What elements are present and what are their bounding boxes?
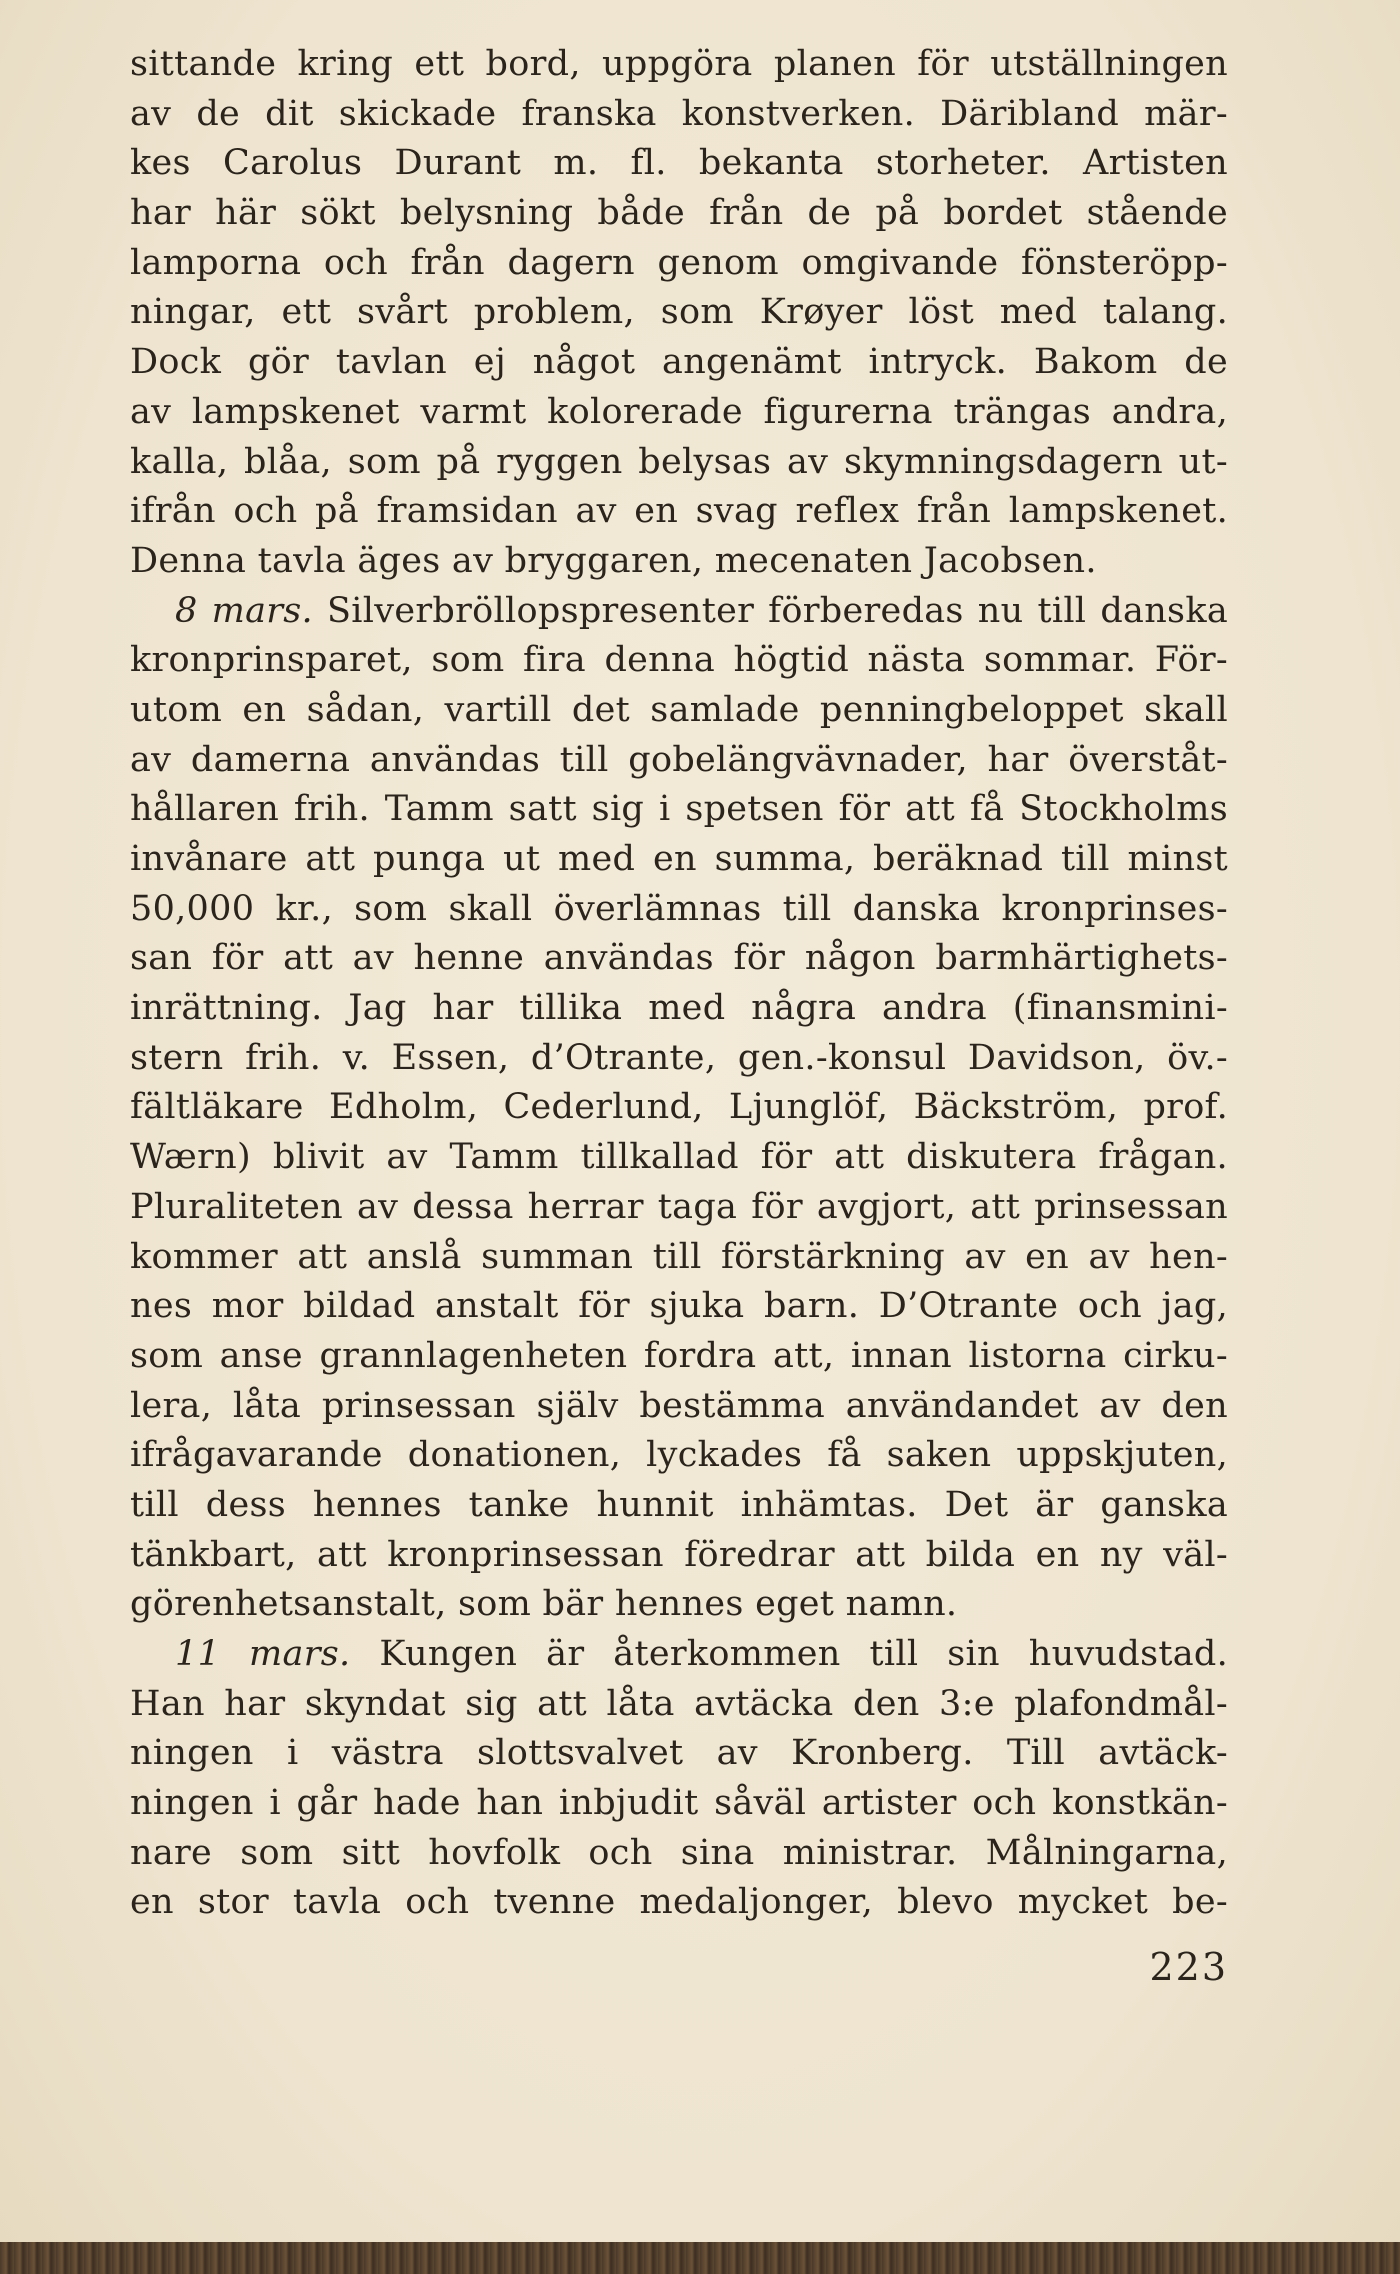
text-line (130, 736, 1228, 786)
text-line (130, 1183, 1228, 1233)
text-line (130, 1630, 1228, 1680)
text-line (130, 934, 1228, 984)
text-line (130, 487, 1228, 537)
text-line (130, 1680, 1228, 1730)
line-text: ifrån och på framsidan av en svag reflex från lampskenet. (130, 491, 1228, 532)
text-line (130, 785, 1228, 835)
line-text: ningen i går hade han inbjudit såväl artister och konstkän- (130, 1783, 1228, 1824)
line-text: 50,000 kr., som skall överlämnas till danska kronprinses- (130, 888, 1228, 929)
line-text: nes mor bildad anstalt för sjuka barn. D’Otrante och jag, (130, 1286, 1228, 1327)
page-number: 223 (1149, 1945, 1228, 1989)
line-text: ifrågavarande donationen, lyckades få saken uppskjuten, (130, 1435, 1228, 1476)
text-line (130, 984, 1228, 1034)
text-line (130, 1481, 1228, 1531)
line-text: har här sökt belysning både från de på bordet stående (130, 193, 1228, 234)
text-line (130, 835, 1228, 885)
line-text: Silverbröllopspresenter förberedas nu till danska (312, 590, 1228, 631)
text-line (130, 587, 1228, 637)
line-text: kronprinsparet, som fira denna högtid nästa sommar. För- (130, 640, 1228, 681)
line-text: Denna tavla äges av bryggaren, mecenaten Jacobsen. (130, 540, 1097, 581)
line-text: invånare att punga ut med en summa, beräknad till minst (130, 839, 1228, 879)
text-line (130, 189, 1228, 239)
line-text: kommer att anslå summan till förstärkning av en av hen- (130, 1236, 1228, 1277)
text-line (130, 1431, 1228, 1481)
line-text: av damerna användas till gobelängvävnader, har överståt- (130, 739, 1228, 780)
text-line (130, 1531, 1228, 1581)
line-text: till dess hennes tanke hunnit inhämtas. Det är ganska (130, 1484, 1228, 1525)
text-line (130, 388, 1228, 438)
line-text: kalla, blåa, som på ryggen belysas av skymningsdagern ut- (130, 441, 1228, 482)
line-text: san för att av henne användas för någon barmhärtighets- (130, 938, 1228, 979)
text-line (130, 40, 1228, 90)
text-line (130, 1332, 1228, 1382)
line-text: av de dit skickade franska konstverken. Däribland mär- (130, 93, 1228, 134)
line-text: ningar, ett svårt problem, som Krøyer löst med talang. (130, 292, 1228, 333)
text-line (130, 438, 1228, 488)
line-text: nare som sitt hovfolk och sina ministrar. Målningarna, (130, 1832, 1228, 1873)
entry-date: 8 mars. (175, 590, 313, 631)
text-line (130, 1580, 1228, 1630)
text-line (130, 90, 1228, 140)
line-text: Kungen är återkommen till sin huvudstad. (350, 1634, 1228, 1674)
text-line (130, 239, 1228, 289)
text-line (130, 537, 1228, 587)
line-text: hållaren frih. Tamm satt sig i spetsen för att få Stockholms (130, 789, 1228, 830)
entry-date: 11 mars. (175, 1634, 351, 1674)
text-line (130, 1878, 1228, 1928)
text-line (130, 1034, 1228, 1084)
text-line (130, 1829, 1228, 1879)
text-line (130, 636, 1228, 686)
text-line (130, 1382, 1228, 1432)
line-text: av lampskenet varmt kolorerade figurerna trängas andra, (130, 391, 1228, 432)
line-text: sittande kring ett bord, uppgöra planen för utställningen (130, 44, 1228, 84)
text-line (130, 1083, 1228, 1133)
line-text: kes Carolus Durant m. fl. bekanta storheter. Artisten (130, 143, 1228, 184)
line-text: Wærn) blivit av Tamm tillkallad för att diskutera frågan. (130, 1137, 1228, 1178)
line-text: tänkbart, att kronprinsessan föredrar att bilda en ny väl- (130, 1534, 1228, 1575)
text-line (130, 288, 1228, 338)
body-text (130, 40, 1228, 1928)
line-text: som anse grannlagenheten fordra att, innan listorna cirku- (130, 1335, 1228, 1376)
line-text: görenhetsanstalt, som bär hennes eget namn. (130, 1584, 958, 1625)
line-text: Dock gör tavlan ej något angenämt intryck. Bakom de (130, 342, 1228, 383)
text-line (130, 1779, 1228, 1829)
line-text: utom en sådan, vartill det samlade penningbeloppet skall (130, 689, 1228, 730)
line-text: lera, låta prinsessan själv bestämma användandet av den (130, 1385, 1228, 1426)
text-line (130, 1282, 1228, 1332)
text-line (130, 1729, 1228, 1779)
line-text: lamporna och från dagern genom omgivande fönsteröpp- (130, 242, 1228, 283)
page-bottom-edge (0, 2242, 1400, 2274)
line-text: fältläkare Edholm, Cederlund, Ljunglöf, Bäckström, prof. (130, 1087, 1228, 1128)
text-line (130, 338, 1228, 388)
line-text: Han har skyndat sig att låta avtäcka den 3:e plafondmål- (130, 1683, 1228, 1724)
line-text: en stor tavla och tvenne medaljonger, blevo mycket be- (130, 1882, 1228, 1923)
text-line (130, 139, 1228, 189)
text-line (130, 1133, 1228, 1183)
line-text: inrättning. Jag har tillika med några andra (finansmini- (130, 988, 1228, 1029)
line-text: stern frih. v. Essen, d’Otrante, gen.-konsul Davidson, öv.- (130, 1037, 1228, 1078)
text-line (130, 686, 1228, 736)
line-text: Pluraliteten av dessa herrar taga för avgjort, att prinsessan (130, 1186, 1228, 1227)
text-line (130, 885, 1228, 935)
line-text: ningen i västra slottsvalvet av Kronberg. Till avtäck- (130, 1733, 1228, 1774)
text-line (130, 1233, 1228, 1283)
